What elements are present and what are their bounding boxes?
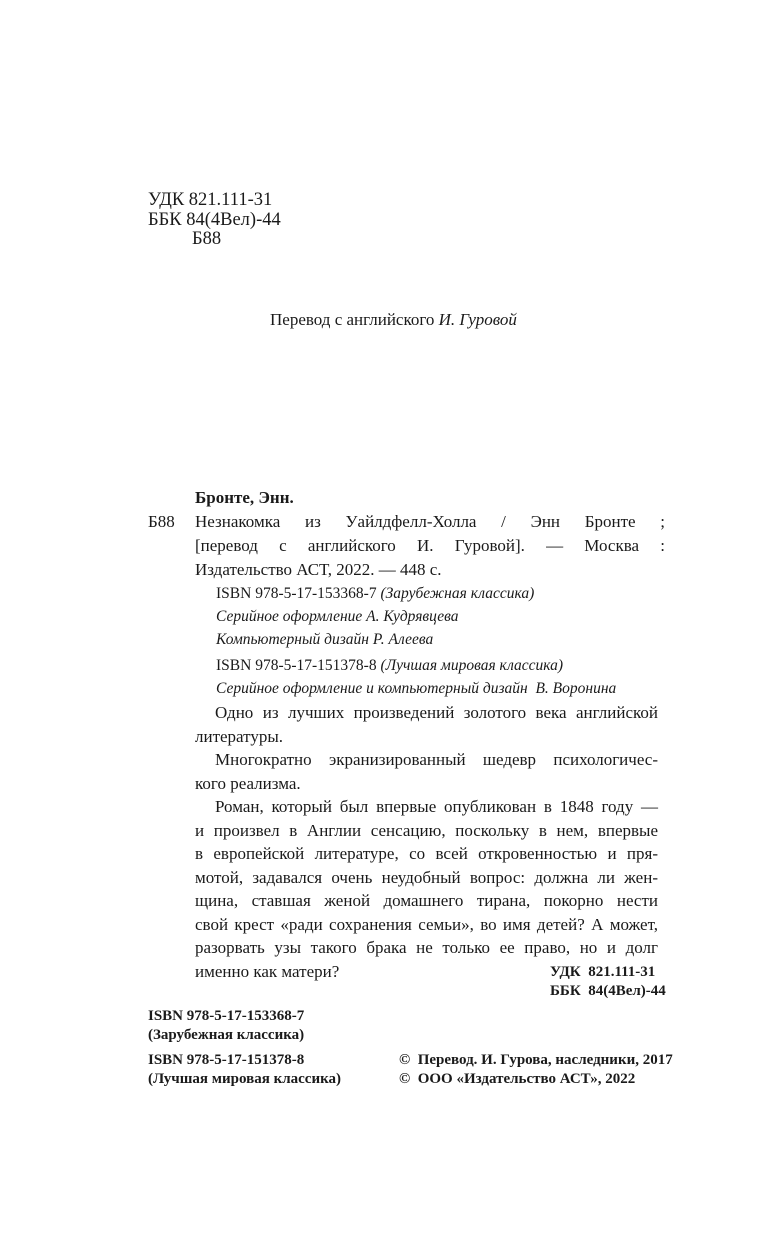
annotation-line: щина, ставшая женой домашнего тирана, покорно нести: [195, 891, 658, 910]
annotation-line: кого реализма.: [195, 773, 301, 793]
author-mark: Б88: [192, 229, 222, 249]
copyright-translation: © Перевод. И. Гурова, наследники, 2017: [399, 1052, 673, 1068]
catalog-mark: Б88: [148, 512, 175, 531]
copyright-publisher: © ООО «Издательство АСТ», 2022: [399, 1071, 636, 1087]
series-name: (Лучшая мировая классика): [380, 657, 564, 674]
footer-isbn-1: ISBN 978-5-17-153368-7: [148, 1008, 305, 1024]
title-line-3: Издательство АСТ, 2022. — 448 с.: [195, 560, 442, 579]
annotation-line: разорвать узы такого брака не только ее право, но и долг: [195, 938, 658, 957]
annotation-line: и произвел в Англии сенсацию, поскольку в нем, впервые: [195, 820, 658, 840]
annotation-line: именно как матери?: [195, 961, 340, 981]
footer-isbn-2: ISBN 978-5-17-151378-8: [148, 1052, 305, 1068]
design-credit: Серийное оформление А. Кудрявцева: [216, 608, 459, 625]
udk-code: УДК 821.111-31: [148, 190, 273, 210]
annotation-line: в европейской литературе, со всей откровенностью и пря-: [195, 844, 658, 863]
annotation-line: Роман, который был впервые опубликован в 1848 году —: [215, 797, 658, 816]
translation-prefix: Перевод с английского: [270, 310, 435, 329]
isbn-block-1: [216, 584, 534, 650]
annotation-paragraph: [195, 748, 658, 795]
series-name: (Зарубежная классика): [380, 585, 535, 602]
isbn-number: ISBN 978-5-17-151378-8: [216, 657, 377, 674]
footer-isbn-1-series: (Зарубежная классика): [148, 1027, 305, 1043]
annotation-paragraph: [195, 795, 658, 983]
title-line-2: [перевод с английского И. Гуровой]. — Москва :: [195, 536, 665, 555]
bbk-code: ББК 84(4Вел)-44: [148, 210, 281, 230]
annotation-line: литературы.: [195, 726, 284, 746]
isbn-number: ISBN 978-5-17-153368-7: [216, 585, 377, 602]
design-credit: Компьютерный дизайн Р. Алеева: [216, 631, 434, 648]
annotation: [195, 701, 658, 983]
translation-credit: [270, 308, 517, 332]
footer-isbn-2-series: (Лучшая мировая классика): [148, 1071, 342, 1087]
design-credit: Серийное оформление и компьютерный дизайн В. Воронина: [216, 680, 617, 697]
annotation-line: Одно из лучших произведений золотого века английской: [215, 703, 658, 722]
annotation-line: Многократно экранизированный шедевр психологичес-: [215, 750, 658, 769]
footer-udk: УДК 821.111-31: [550, 964, 656, 980]
translator-name: И. Гуровой: [438, 310, 517, 329]
annotation-paragraph: [195, 701, 658, 748]
author-heading: Бронте, Энн.: [195, 488, 294, 507]
annotation-line: свой крест «ради сохранения семьи», во имя детей? А может,: [195, 914, 658, 934]
title-line-1: Незнакомка из Уайлдфелл-Холла / Энн Бронте ;: [195, 512, 665, 531]
footer-bbk: ББК 84(4Вел)-44: [550, 983, 666, 999]
isbn-block-2: [216, 656, 616, 699]
annotation-line: мотой, задавался очень неудобный вопрос: должна ли жен-: [195, 867, 658, 887]
